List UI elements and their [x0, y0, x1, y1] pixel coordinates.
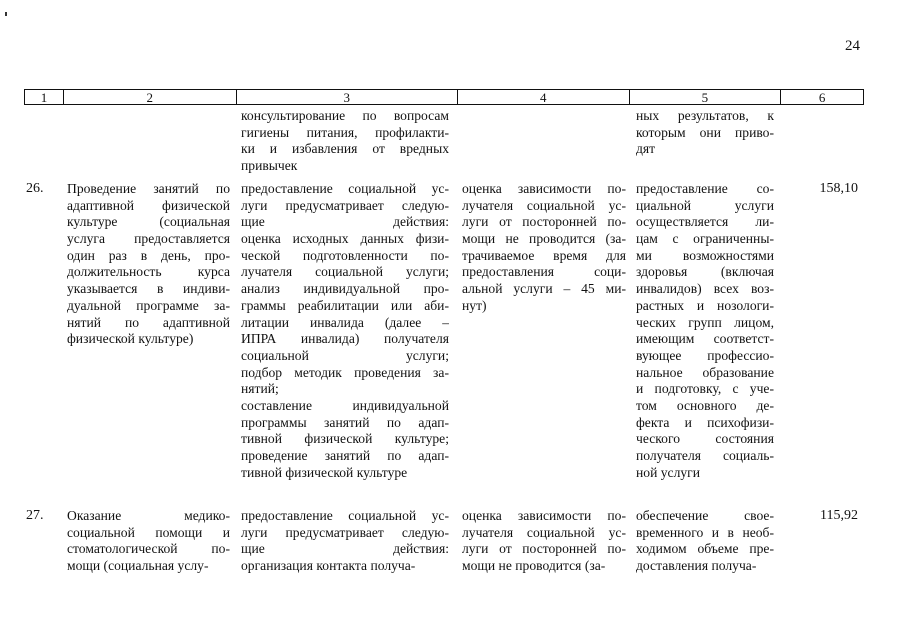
text-line: и подготовку, с уче- [636, 381, 774, 397]
row-26-assessment [462, 181, 626, 315]
text-line: оценка зависимости по- [462, 508, 626, 523]
text-line: обеспечение свое- [636, 508, 774, 523]
text-line: щие действия: [241, 214, 449, 230]
text-line: циальной услуги [636, 197, 774, 213]
text-line: альной услуги – 45 ми- [462, 281, 626, 297]
row-26-price: 158,10 [819, 181, 858, 196]
text-line: которым они приво- [636, 124, 774, 140]
row-27-conditions [636, 508, 774, 575]
row-26-conditions [636, 181, 774, 481]
text-line: получателя социаль- [636, 448, 774, 463]
text-line: программы занятий по адап- [241, 414, 449, 430]
text-line: нут) [462, 297, 487, 313]
text-line: указывается в индиви- [67, 281, 230, 297]
text-line: дят [636, 141, 656, 157]
text-line: лучателя социальной услуги; [241, 264, 449, 280]
text-line: ИПРА инвалида) получателя [241, 331, 449, 347]
row-27-service [67, 508, 230, 575]
text-line: предоставление социальной ус- [241, 181, 449, 196]
text-line: граммы реабилитации или аби- [241, 297, 449, 313]
text-line: фекта и психофизи- [636, 414, 774, 430]
text-line: консультирование по вопросам [241, 108, 449, 123]
text-line: организация контакта получа- [241, 558, 416, 574]
header-col-6: 6 [780, 90, 863, 104]
text-line: мощи не проводится (за- [462, 558, 606, 574]
header-col-1: 1 [40, 90, 48, 105]
header-col-5: 5 [629, 90, 781, 104]
row-27-actions [241, 508, 449, 575]
text-line: Оказание медико- [67, 508, 230, 523]
text-line: ки и избавления от вредных [241, 141, 449, 157]
text-line: тивной физической культуре; [241, 431, 449, 447]
text-line: составление индивидуальной [241, 397, 449, 413]
text-line: должительность курса [67, 264, 230, 280]
header-col-3: 3 [236, 90, 457, 104]
text-line: луги от посторонней по- [462, 541, 626, 557]
text-line: тивной физической культуре [241, 464, 408, 480]
text-line: доставления получа- [636, 558, 757, 574]
row-26-service [67, 181, 230, 348]
text-line: лучателя социальной ус- [462, 197, 626, 213]
row-26-number: 26. [26, 181, 44, 196]
text-line: предоставление со- [636, 181, 774, 196]
text-line: литации инвалида (далее – [241, 314, 449, 330]
text-line: вующее профессио- [636, 347, 774, 363]
text-line: временного и в необ- [636, 524, 774, 540]
text-line: один раз в день, про- [67, 247, 230, 263]
text-line: физической культуре) [67, 331, 194, 347]
text-line: цам с ограниченны- [636, 231, 774, 247]
text-line: культуре (социальная [67, 214, 230, 230]
text-line: ных результатов, к [636, 108, 774, 123]
text-line: осуществляется ли- [636, 214, 774, 230]
text-line: стоматологической по- [67, 541, 230, 557]
scan-mark [5, 12, 7, 16]
text-line: нальное образование [636, 364, 774, 380]
text-line: социальной помощи и [67, 524, 230, 540]
text-line: нятий; [241, 381, 279, 397]
text-line: адаптивной физической [67, 197, 230, 213]
row-26-actions [241, 181, 449, 481]
table-header [24, 89, 864, 105]
text-line: растных и нозологи- [636, 297, 774, 313]
text-line: проведение занятий по адап- [241, 448, 449, 463]
text-line: ной услуги [636, 464, 701, 480]
text-line: дуальной программе за- [67, 297, 230, 313]
continued-col5 [636, 108, 774, 158]
text-line: ческого состояния [636, 431, 774, 447]
text-line: имеющим соответст- [636, 331, 774, 347]
text-line: Проведение занятий по [67, 181, 230, 196]
text-line: мощи (социальная услу- [67, 558, 209, 574]
text-line: том основного де- [636, 397, 774, 413]
text-line: мощи не проводится (за- [462, 231, 626, 247]
text-line: ческих групп лицом, [636, 314, 774, 330]
header-col-2: 2 [63, 90, 236, 104]
text-line: привычек [241, 158, 298, 174]
header-col-4: 4 [457, 90, 629, 104]
text-line: инвалидов) всех воз- [636, 281, 774, 297]
text-line: луги предусматривает следую- [241, 524, 449, 540]
text-line: щие действия: [241, 541, 449, 557]
page-number: 24 [845, 38, 860, 54]
row-27-price: 115,92 [820, 508, 858, 523]
text-line: нятий по адаптивной [67, 314, 230, 330]
text-line: лучателя социальной ус- [462, 524, 626, 540]
continued-col3 [241, 108, 449, 175]
text-line: ми возможностями [636, 247, 774, 263]
text-line: социальной услуги; [241, 347, 449, 363]
text-line: здоровья (включая [636, 264, 774, 280]
text-line: предоставления соци- [462, 264, 626, 280]
text-line: предоставление социальной ус- [241, 508, 449, 523]
text-line: ческой подготовленности по- [241, 247, 449, 263]
text-line: оценка зависимости по- [462, 181, 626, 196]
text-line: услуга предоставляется [67, 231, 230, 247]
text-line: ходимом объеме пре- [636, 541, 774, 557]
row-27-assessment [462, 508, 626, 575]
text-line: трачиваемое время для [462, 247, 626, 263]
text-line: гигиены питания, профилакти- [241, 124, 449, 140]
row-27-number: 27. [26, 508, 44, 523]
text-line: луги от посторонней по- [462, 214, 626, 230]
text-line: анализ индивидуальной про- [241, 281, 449, 297]
text-line: подбор методик проведения за- [241, 364, 449, 380]
text-line: оценка исходных данных физи- [241, 231, 449, 247]
text-line: луги предусматривает следую- [241, 197, 449, 213]
